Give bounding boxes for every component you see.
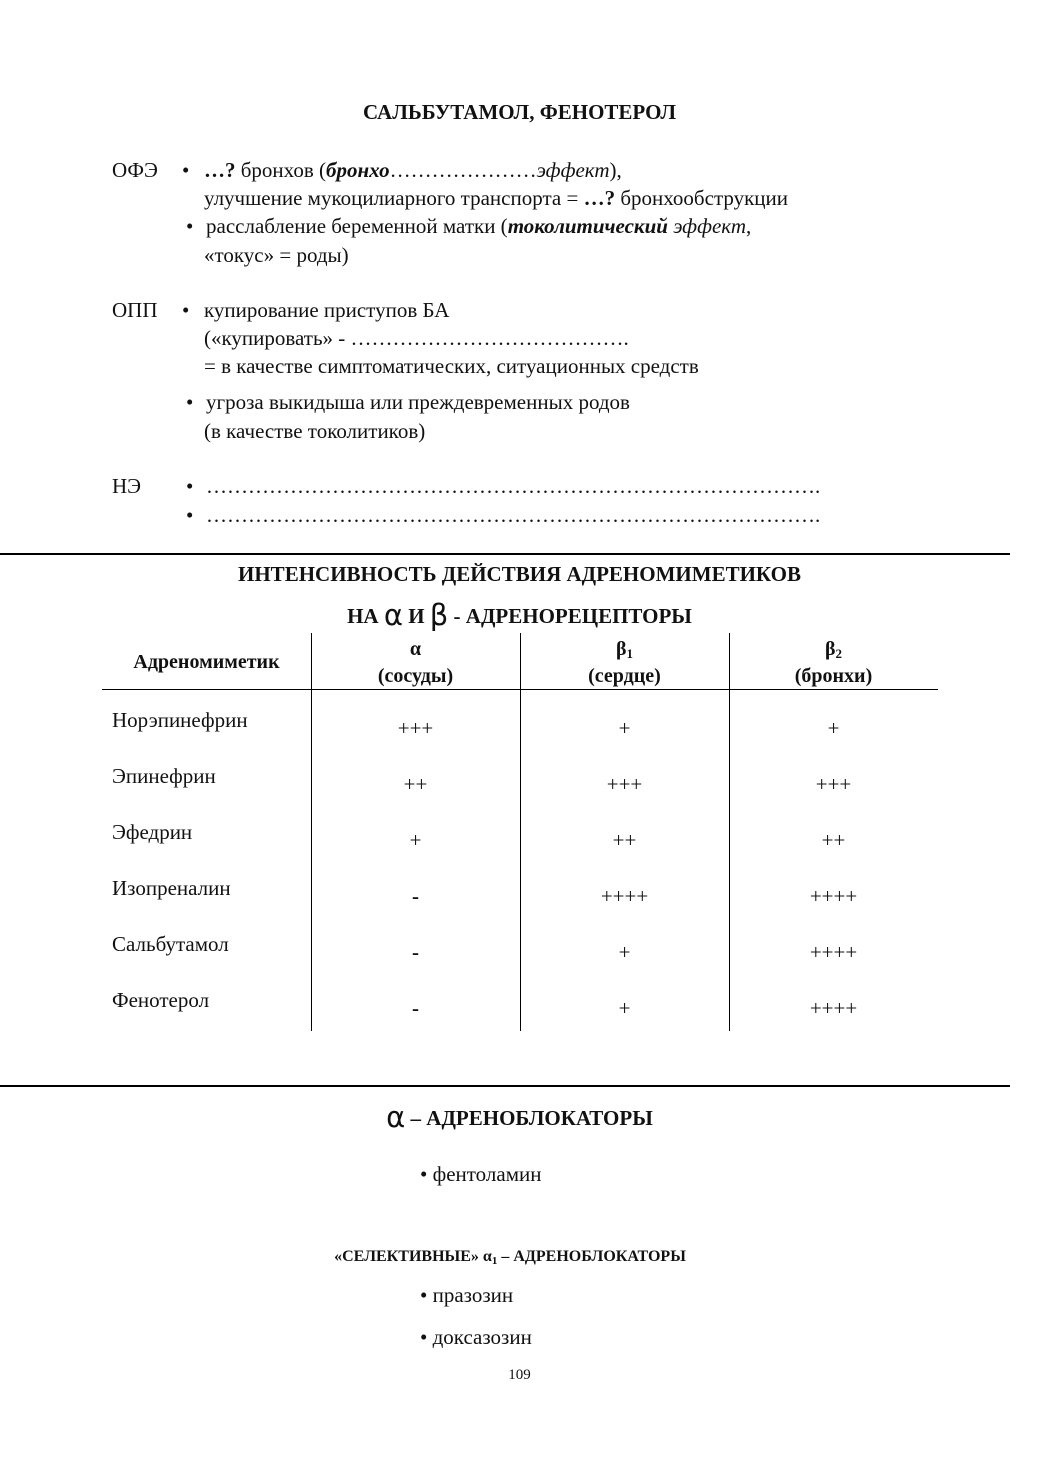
term-effect: эффект (667, 214, 747, 238)
drug-name: празозин (432, 1283, 514, 1307)
text: И (402, 604, 430, 628)
bullet-icon: • (186, 503, 194, 527)
subsection-title-selective (0, 1248, 1020, 1266)
opp-bullet-1-line2: («купировать» - …………………………………. (204, 326, 629, 350)
text: - АДРЕНОРЕЦЕПТОРЫ (448, 604, 692, 628)
bullet-icon: • (420, 1325, 433, 1349)
col-desc: (бронхи) (794, 665, 873, 687)
cell-beta2: ++++ (809, 884, 858, 908)
text: улучшение мукоцилиарного транспорта = (204, 186, 584, 210)
list-item (420, 1283, 513, 1308)
section-title-salbutamol: САЛЬБУТАМОЛ, ФЕНОТЕРОЛ (362, 100, 677, 124)
row-name: Норэпинефрин (112, 708, 248, 732)
cell-beta1: ++++ (600, 884, 649, 908)
cell-alpha: ++ (403, 772, 428, 796)
row-name: Эфедрин (112, 820, 193, 844)
label-opp: ОПП (112, 298, 158, 322)
subscript: 2 (835, 646, 843, 661)
cell-beta1: + (618, 716, 631, 740)
ofe-bullet-2 (206, 214, 751, 239)
beta-symbol: β (615, 638, 627, 660)
ofe-bullet-1-line2 (204, 186, 788, 211)
text: бронхов ( (235, 158, 327, 182)
drug-name: доксазозин (432, 1325, 532, 1349)
drug-name: фентоламин (432, 1162, 542, 1186)
cell-beta2: + (827, 716, 840, 740)
bullet-icon: • (420, 1162, 433, 1186)
question-mark: …? (204, 158, 236, 182)
row-name: Сальбутамол (112, 932, 229, 956)
text: бронхообструкции (615, 186, 789, 210)
text: НА (347, 604, 384, 628)
divider-line (0, 553, 1010, 555)
cell-alpha: - (412, 884, 419, 908)
divider-line (0, 1085, 1010, 1087)
bullet-icon: • (186, 214, 194, 238)
label-ne: НЭ (112, 474, 142, 498)
col-desc: (сердце) (588, 665, 661, 687)
cell-alpha: +++ (397, 716, 434, 740)
cell-beta1: ++ (612, 828, 637, 852)
alpha-symbol: α (409, 638, 422, 660)
cell-alpha: - (412, 940, 419, 964)
col-header-name: Адреномиметик (133, 651, 280, 673)
subscript: 1 (491, 1255, 498, 1267)
ne-bullet-1: ……………………………………………………………………………. (206, 474, 821, 498)
cell-beta1: + (618, 940, 631, 964)
text: расслабление беременной матки ( (206, 214, 508, 238)
cell-beta2: ++++ (809, 996, 858, 1020)
cell-beta2: +++ (815, 772, 852, 796)
list-item (420, 1325, 532, 1350)
text: , (746, 214, 752, 238)
section-title-alpha-blockers (0, 1100, 1039, 1134)
ne-bullet-2: ……………………………………………………………………………. (206, 503, 821, 527)
bullet-icon: • (182, 298, 190, 322)
question-mark: …? (583, 186, 616, 210)
text: ), (609, 158, 622, 182)
row-name: Изопреналин (112, 876, 231, 900)
opp-bullet-2: угроза выкидыша или преждевременных родов (206, 390, 630, 414)
bullet-icon: • (182, 158, 190, 182)
subscript: 1 (626, 646, 634, 661)
cell-beta2: ++ (821, 828, 846, 852)
cell-beta1: + (618, 996, 631, 1020)
text: – АДРЕНОБЛОКАТОРЫ (405, 1106, 653, 1130)
cell-alpha: + (409, 828, 422, 852)
blank-dots: ………………… (389, 158, 537, 182)
section-title-intensity-line2 (0, 598, 1039, 632)
alpha-symbol: α (383, 598, 403, 632)
page-number: 109 (508, 1367, 531, 1383)
col-header-beta1 (520, 636, 729, 690)
section-title-intensity: ИНТЕНСИВНОСТЬ ДЕЙСТВИЯ АДРЕНОМИМЕТИКОВ (238, 562, 801, 586)
row-name: Фенотерол (112, 988, 210, 1012)
row-name: Эпинефрин (112, 764, 216, 788)
cell-alpha: - (412, 996, 419, 1020)
beta-symbol: β (429, 598, 449, 632)
text: – АДРЕНОБЛОКАТОРЫ (497, 1248, 686, 1265)
opp-bullet-1: купирование приступов БА (204, 298, 450, 322)
col-desc: (сосуды) (377, 665, 454, 687)
bullet-icon: • (420, 1283, 433, 1307)
list-item (420, 1162, 541, 1187)
term-effect: эффект (536, 158, 610, 182)
cell-beta1: +++ (606, 772, 643, 796)
col-header-beta2 (729, 636, 938, 690)
alpha-symbol: α (386, 1100, 406, 1134)
opp-bullet-2-line2: (в качестве токолитиков) (204, 419, 426, 443)
term-broncho: бронхо (326, 158, 390, 182)
ofe-bullet-2-line2: «токус» = роды) (204, 243, 349, 267)
label-ofe: ОФЭ (112, 158, 158, 182)
text: «СЕЛЕКТИВНЫЕ» α (334, 1248, 492, 1265)
ofe-bullet-1 (204, 158, 622, 183)
bullet-icon: • (186, 390, 194, 414)
beta-symbol: β (824, 638, 836, 660)
col-header-alpha (311, 636, 520, 690)
cell-beta2: ++++ (809, 940, 858, 964)
term-tocolytic: токолитический (507, 214, 668, 238)
bullet-icon: • (186, 474, 194, 498)
opp-bullet-1-line3: = в качестве симптоматических, ситуационных средств (204, 354, 699, 378)
